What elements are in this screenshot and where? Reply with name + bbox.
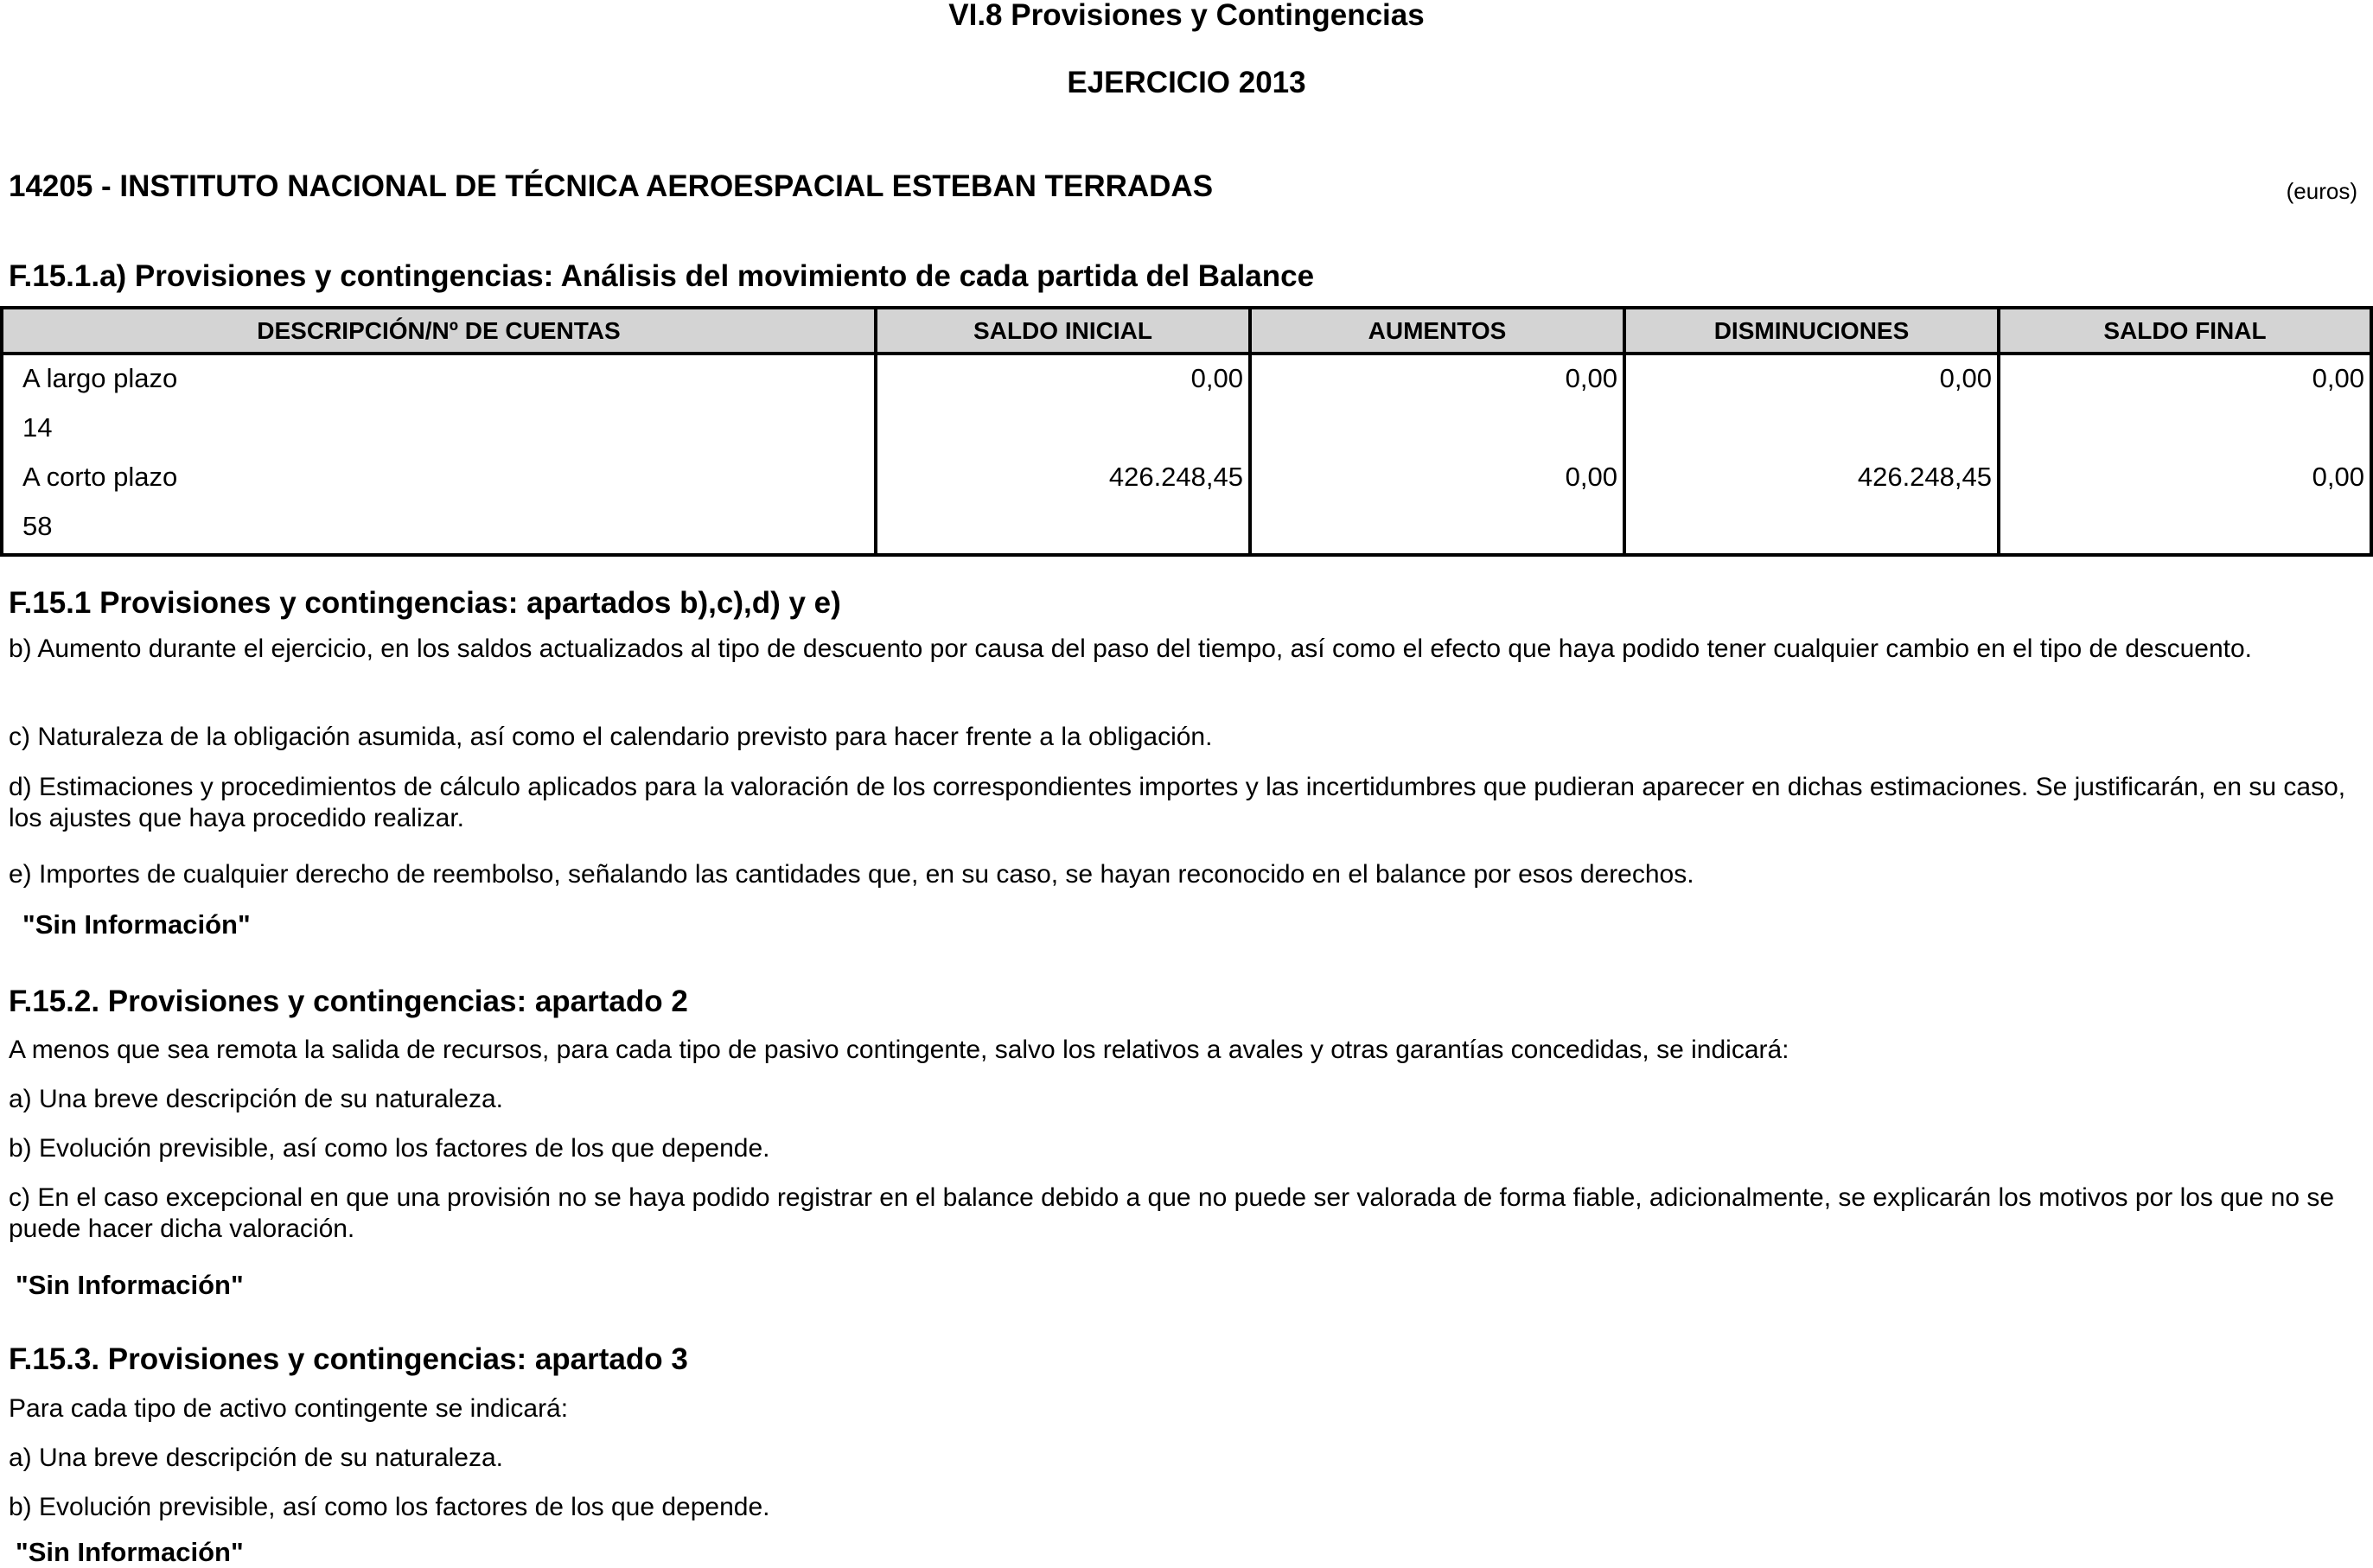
paragraph-b: b) Aumento durante el ejercicio, en los saldos actualizados al tipo de descuento por causa del paso del tiempo, así como el efecto que haya podido tener cualquier cambio en el tipo de descuento. [9, 634, 2252, 663]
table-cell: 0,00 [1565, 462, 1617, 492]
paragraph-b: b) Evolución previsible, así como los factores de los que depende. [9, 1134, 770, 1163]
row-account-short-term: 58 [22, 511, 53, 541]
column-header-closing-balance: SALDO FINAL [2103, 317, 2267, 344]
paragraph-a: a) Una breve descripción de su naturaleza. [9, 1444, 503, 1472]
provisions-movement-table [0, 306, 2373, 557]
paragraph-d: d) Estimaciones y procedimientos de cálculo aplicados para la valoración de los correspondientes importes y las incertidumbres que pudieran aparecer en dichas estimaciones. Se justificarán, en su caso, los ajustes que haya procedido realizar. [9, 773, 2346, 832]
row-label-long-term: A largo plazo [22, 363, 178, 393]
paragraph-a: a) Una breve descripción de su naturaleza. [9, 1085, 503, 1113]
currency-unit: (euros) [2286, 178, 2357, 204]
column-header-decreases: DISMINUCIONES [1713, 317, 1910, 344]
row-label-short-term: A corto plazo [22, 462, 178, 492]
table-cell: 0,00 [2312, 462, 2364, 492]
column-header-opening-balance: SALDO INICIAL [973, 317, 1152, 344]
fiscal-year: EJERCICIO 2013 [1067, 66, 1306, 99]
entity-name: 14205 - INSTITUTO NACIONAL DE TÉCNICA AEROESPACIAL ESTEBAN TERRADAS [9, 169, 1214, 203]
no-information-label: "Sin Información" [16, 1270, 244, 1300]
paragraph-intro: A menos que sea remota la salida de recursos, para cada tipo de pasivo contingente, salvo los relativos a avales y otras garantías concedidas, se indicará: [9, 1036, 1789, 1064]
row-account-long-term: 14 [22, 412, 53, 443]
paragraph-intro: Para cada tipo de activo contingente se indicará: [9, 1394, 569, 1423]
table-cell: 426.248,45 [1857, 462, 1992, 492]
table-cell: 426.248,45 [1108, 462, 1243, 492]
paragraph-c: c) En el caso excepcional en que una provisión no se haya podido registrar en el balance debido a que no puede ser valorada de forma fiable, adicionalmente, se explicarán los motivos por los que no se puede hacer dicha valoración. [9, 1183, 2335, 1243]
table-cell: 0,00 [1565, 363, 1617, 393]
paragraph-c: c) Naturaleza de la obligación asumida, así como el calendario previsto para hacer frente a la obligación. [9, 723, 1213, 751]
table-cell: 0,00 [1190, 363, 1243, 393]
table-border [0, 306, 2373, 557]
section-heading-f151: F.15.1 Provisiones y contingencias: apartados b),c),d) y e) [9, 586, 841, 620]
section-heading-f153: F.15.3. Provisiones y contingencias: apartado 3 [9, 1342, 688, 1376]
section-heading-f152: F.15.2. Provisiones y contingencias: apartado 2 [9, 985, 688, 1018]
table-cell: 0,00 [2312, 363, 2364, 393]
table-cell: 0,00 [1939, 363, 1992, 393]
paragraph-b: b) Evolución previsible, así como los factores de los que depende. [9, 1493, 770, 1521]
column-header-increases: AUMENTOS [1368, 317, 1507, 344]
no-information-label: "Sin Información" [22, 909, 251, 940]
page-title: VI.8 Provisiones y Contingencias [948, 0, 1425, 32]
paragraph-e: e) Importes de cualquier derecho de reembolso, señalando las cantidades que, en su caso, se hayan reconocido en el balance por esos derechos. [9, 860, 1694, 889]
column-header-description: DESCRIPCIÓN/Nº DE CUENTAS [257, 317, 621, 344]
no-information-label: "Sin Información" [16, 1537, 244, 1567]
section-heading-f151a: F.15.1.a) Provisiones y contingencias: Análisis del movimiento de cada partida del Balance [9, 259, 1315, 293]
